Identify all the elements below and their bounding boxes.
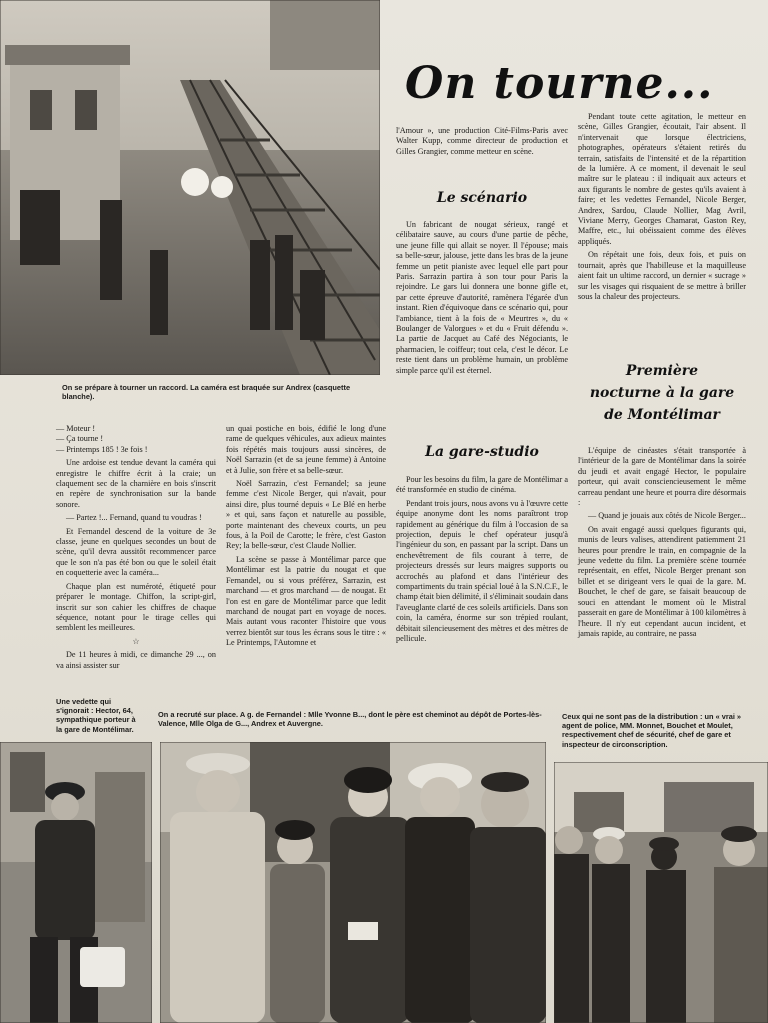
station-caption: Ceux qui ne sont pas de la distribution : un « vrai » agent de police, MM. Monnet, Bouchet et Moulet, respectivement chef de sécurité, chef de gare et inspecteur de circonscription.	[562, 712, 742, 749]
nocturne-heading-line: nocturne à la gare	[589, 385, 735, 401]
gare-studio-text	[396, 475, 568, 648]
left-paragraph: De 11 heures à midi, ce dimanche 29 ..., on va ainsi assister sur	[56, 650, 216, 670]
top-photo-caption: On se prépare à tourner un raccord. La caméra est braquée sur Andrex (casquette blanche).	[62, 383, 351, 402]
nocturne-paragraph: — Quand je jouais aux côtés de Nicole Berger...	[588, 511, 746, 521]
mid-paragraph: La scène se passe à Montélimar parce que Montélimar est la patrie du nougat et que Fernandel, ou si vous préférez, Sarrazin, est marchand — et gros marchand — de nougat. Et l'on est en gare de Montélimar parce que ledit marchand de nougat part en voyage de noces. Mais autant vous raconter l'histoire que vous verrez bientôt sur tous les écrans sous le titre : « Le Printemps, l'Automne et	[226, 554, 386, 648]
scenario-heading: Le scénario	[436, 190, 528, 206]
gare-studio-paragraph: Pendant trois jours, nous avons vu à l'œuvre cette équipe anonyme dont les noms paraîtront trop rapidement au générique du film à l'occasion de sa projection, depuis le chef opérateur jusqu'à l'ingénieur du son, en passant par la script. Dans un enchevêtrement de fils courant à terre, de projecteurs dressés sur leurs maigres supports ou accrochés au plafond et dans l'intérieur des compartiments du train spécial loué à la S.N.C.F., le champ était bien délimité, il s'éliminait soudain dans l'aveuglante clarté de ces soleils artificiels. Dans son coin, la caméra, énorme sur son trépied roulant, débitait silencieusement des mètres et des mètres de pellicule.	[396, 498, 569, 644]
left-line: — Moteur !	[56, 424, 96, 433]
intro-paragraph: l'Amour », une production Cité-Films-Paris avec Walter Kupp, comme directeur de production et Gilles Grangier, comme metteur en scène.	[396, 126, 568, 156]
scenario-paragraph: Un fabricant de nougat sérieux, rangé et célibataire sauve, au cours d'une partie de pêche, une jeune fille qui allait se noyer. Il l'épouse; mais sa belle-sœur, jalouse, jette dans les bras de la jeune femme un petit pianiste avec lequel elle part pour Paris. Sarrazin partira à son tour pour Paris la rejoindre. Le gars lui donnera une bonne gifle et, par cette épreuve d'autorité, ramènera l'égarée d'un instant. Rien d'équivoque dans ce scénario qui, pour l'ambiance, tient à la fois de « Meurtres », du « Boulanger de Valorgues » et du « Fruit défendu ». La partie de Jacquet au Café des Négociants, le pharmacien, le coiffeur; tout cela, c'est le décor. Le reste tient dans un problème humain, un problème simple parce qu'il est éternel.	[396, 220, 568, 375]
mid-paragraph: Noël Sarrazin, c'est Fernandel; sa jeune femme c'est Nicole Berger, qui n'avait, pour ainsi dire, plus tourné depuis « Le Blé en herbe » et qui, sans façon et naturelle au possible, porte maintenant des cheveux courts, un peu fous, à la Poil de Carotte; le frère, c'est Gaston Rey; la belle-sœur, c'est Claude Nollier.	[226, 479, 386, 551]
nocturne-paragraph: On avait engagé aussi quelques figurants qui, munis de leurs valises, attendirent patiemment 21 heures pour prendre le train, en compagnie de la jeune vedette du film. La première scène tournée représentait, en effet, Nicole Berger prenant son billet et se dirigeant vers le quai de la gare. M. Bouchet, le chef de gare, se faisait beaucoup de souci en attendant le moment où le Mistral passerait en gare de Montélimar à 100 kilomètres à l'heure. Il n'y eut cependant aucun incident, et jamais rapide, au contraire, ne passa	[578, 524, 746, 638]
gare-studio-heading: La gare-studio	[425, 444, 539, 460]
left-paragraph: Chaque plan est numéroté, étiqueté pour préparer le montage. Chiffon, la script-girl, inscrit sur son cahier les chiffres de chaque séquence, notant pour le tirage celles qui semblent les meilleures.	[56, 581, 216, 633]
porter-photo	[0, 742, 152, 1023]
film-set-station-photo	[0, 0, 380, 375]
scenario-text	[396, 220, 568, 379]
nocturne-text	[578, 446, 746, 642]
left-paragraph: Une ardoise est tendue devant la caméra qui enregistre le chiffre écrit à la craie; un claquement sec de la charnière en bois s'inscrit en repère de synchronisation sur la bande sonore.	[56, 458, 216, 509]
fernandel-group-photo	[160, 742, 546, 1023]
right-top-text	[578, 112, 746, 305]
left-line: — Printemps 185 ! 3e fois !	[56, 444, 148, 454]
left-paragraph: — Partez !... Fernand, quand tu voudras !	[66, 513, 202, 523]
left-paragraph: Et Fernandel descend de la voiture de 3e classe, jeune en quelques secondes un bout de scène, qu'il devra aussitôt recommencer parce que le son n'a pas été bon ou que le soleil était en coquetterie avec la caméra...	[56, 526, 216, 578]
gare-studio-paragraph: Pour les besoins du film, la gare de Montélimar a été transformée en studio de cinéma.	[396, 475, 568, 495]
headline: On tourne...	[405, 58, 714, 109]
section-star: ☆	[132, 636, 140, 646]
intro-text	[396, 126, 568, 160]
right-paragraph: Pendant toute cette agitation, le metteur en scène, Gilles Grangier, écoutait, l'air absent. Il n'intervenait que lorsque électriciens, photographes, opérateurs s'étaient retirés du terrain, satisfaits de l'intensité et de la répartition de la lumière. A ce moment, il devenait le seul maître sur le plateau : il indiquait aux acteurs et aux figurants le nombre de gestes qu'ils avaient à faire; et les vedettes Fernandel, Nicole Berger, Andrex, Sardou, Claude Nollier, Mag Avril, Viviane Merry, Georges Chamarat, Gaston Rey, Maffre, etc., lui obéissaient comme des élèves appliqués.	[578, 112, 746, 246]
hector-caption: Une vedette qui s'ignorait : Hector, 64, sympathique porteur à la gare de Montélimar.	[56, 697, 136, 734]
station-officials-photo	[554, 762, 768, 1023]
nocturne-heading-line: de Montélimar	[604, 407, 720, 423]
nocturne-heading	[578, 360, 746, 426]
mid-mid-text	[226, 424, 386, 652]
group-caption: On a recruté sur place. A g. de Fernandel : Mlle Yvonne B..., dont le père est cheminot au dépôt de Portes-lès-Valence, Mlle Olga de G..., Andrex et Auvergne.	[158, 710, 542, 729]
left-mid-text	[56, 424, 216, 674]
nocturne-paragraph: L'équipe de cinéastes s'était transportée à l'intérieur de la gare de Montélimar dans la soirée du jeudi et avait engagé Hector, le populaire porteur, qui avait consciencieusement le même carreau pendant une heure et pourra dire désormais :	[578, 446, 746, 508]
left-line: — Ça tourne !	[56, 434, 104, 444]
right-paragraph: On répétait une fois, deux fois, et puis on tournait, après que l'habilleuse et la maquilleuse aient fait un ultime raccord, un dernier « sucrage » sur les visages qui risquaient de se mettre à briller sous la chaleur des projecteurs.	[578, 250, 746, 301]
nocturne-heading-line: Première	[625, 363, 699, 379]
mid-paragraph: un quai postiche en bois, édifié le long d'une rame de quelques véhicules, aux adieux maintes fois répétés mais toujours aussi sincères, de Noël Sarrazin (et de sa jeune femme) à Antoine et à Julie, son frère et sa belle-sœur.	[226, 424, 386, 475]
